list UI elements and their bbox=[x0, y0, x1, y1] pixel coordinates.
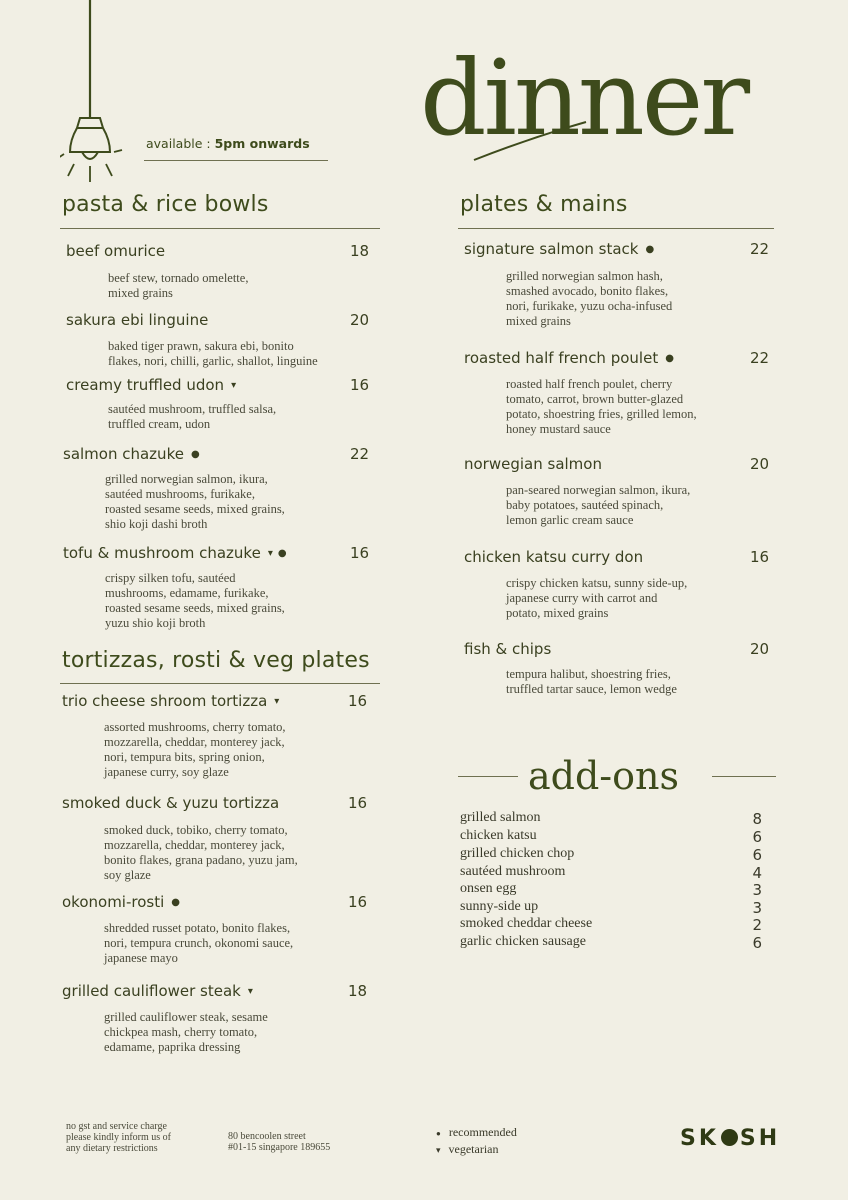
vegetarian-mark-icon: ▾ bbox=[274, 696, 280, 707]
menu-item-name: roasted half french poulet ● bbox=[464, 349, 674, 367]
menu-item-price: 16 bbox=[350, 376, 370, 394]
addon-row: garlic chicken sausage 6 bbox=[460, 934, 762, 952]
menu-item-price: 20 bbox=[350, 311, 370, 329]
section-title-pasta: pasta & rice bowls bbox=[62, 192, 269, 217]
addon-row: sautéed mushroom 4 bbox=[460, 864, 762, 882]
menu-item-name: signature salmon stack ● bbox=[464, 240, 655, 258]
menu-item-desc: crispy chicken katsu, sunny side-up, japanese curry with carrot and potato, mixed grains bbox=[506, 576, 688, 620]
menu-item-price: 22 bbox=[350, 445, 370, 463]
addon-row: smoked cheddar cheese 2 bbox=[460, 916, 762, 934]
section-title-plates: plates & mains bbox=[460, 192, 628, 217]
menu-item-price: 16 bbox=[348, 893, 368, 911]
pendant-lamp-icon bbox=[60, 0, 130, 190]
recommended-mark-icon: ● bbox=[665, 353, 674, 364]
footer-note: no gst and service charge please kindly inform us of any dietary restrictions bbox=[66, 1121, 171, 1154]
menu-item-price: 16 bbox=[348, 692, 368, 710]
addons-rule-right bbox=[712, 776, 776, 777]
footer-address: 80 bencoolen street #01-15 singapore 189655 bbox=[228, 1131, 331, 1153]
page-title: dinner bbox=[420, 37, 748, 159]
menu-item-price: 22 bbox=[750, 240, 770, 258]
recommended-mark-icon: ● bbox=[190, 449, 200, 460]
recommended-mark-icon: ● bbox=[277, 548, 287, 559]
recommended-mark-icon: ● bbox=[171, 897, 180, 908]
menu-item-name: okonomi-rosti ● bbox=[62, 893, 180, 911]
menu-item-name: norwegian salmon bbox=[464, 455, 602, 473]
menu-item-name: sakura ebi linguine bbox=[66, 311, 209, 329]
vegetarian-mark-icon: ▾ bbox=[267, 548, 273, 559]
availability-label: available : bbox=[146, 136, 215, 151]
menu-item-desc: pan-seared norwegian salmon, ikura, baby potatoes, sautéed spinach, lemon garlic cream sauce bbox=[506, 483, 691, 527]
menu-item-price: 18 bbox=[348, 982, 368, 1000]
addon-row: sunny-side up 3 bbox=[460, 899, 762, 917]
menu-item-price: 16 bbox=[750, 548, 770, 566]
section-title-tortizzas: tortizzas, rosti & veg plates bbox=[62, 648, 370, 673]
menu-item-name: salmon chazuke ● bbox=[63, 445, 200, 463]
menu-item-desc: assorted mushrooms, cherry tomato, mozzarella, cheddar, monterey jack, nori, tempura bits, spring onion, japanese curry, soy glaze bbox=[104, 720, 286, 779]
menu-item-name: smoked duck & yuzu tortizza bbox=[62, 794, 280, 812]
menu-item-price: 22 bbox=[750, 349, 770, 367]
menu-item-name: fish & chips bbox=[464, 640, 552, 658]
menu-item-name: trio cheese shroom tortizza ▾ bbox=[62, 692, 280, 710]
brand-logo: SK SH bbox=[680, 1126, 781, 1151]
menu-item-name: beef omurice bbox=[66, 242, 166, 260]
brand-dot-icon bbox=[721, 1129, 738, 1146]
menu-item-name: chicken katsu curry don bbox=[464, 548, 644, 566]
section-rule-pasta bbox=[60, 228, 380, 229]
menu-item-price: 20 bbox=[750, 455, 770, 473]
recommended-mark-icon: ● bbox=[645, 244, 655, 255]
legend-vegetarian: ▾ vegetarian bbox=[436, 1142, 499, 1156]
availability bbox=[146, 136, 310, 151]
menu-item-desc: baked tiger prawn, sakura ebi, bonito flakes, nori, chilli, garlic, shallot, linguine bbox=[108, 339, 318, 368]
menu-item-desc: shredded russet potato, bonito flakes, nori, tempura crunch, okonomi sauce, japanese mayo bbox=[104, 921, 294, 965]
addons-title: add-ons bbox=[528, 754, 679, 798]
legend-recommended: ● recommended bbox=[436, 1125, 517, 1139]
menu-item-price: 16 bbox=[348, 794, 368, 812]
recommended-mark-icon: ● bbox=[436, 1129, 441, 1138]
availability-rule bbox=[144, 160, 328, 161]
menu-item-name: creamy truffled udon ▾ bbox=[66, 376, 237, 394]
menu-item-desc: sautéed mushroom, truffled salsa, truffled cream, udon bbox=[108, 402, 277, 431]
addons-rule-left bbox=[458, 776, 518, 777]
menu-item-desc: roasted half french poulet, cherry tomato, carrot, brown butter-glazed potato, shoestring fries, grilled lemon, honey mustard sauce bbox=[506, 377, 697, 436]
section-rule-tortizzas bbox=[60, 683, 380, 684]
menu-item-desc: grilled cauliflower steak, sesame chickpea mash, cherry tomato, edamame, paprika dressing bbox=[104, 1010, 268, 1054]
addon-row: onsen egg 3 bbox=[460, 881, 762, 899]
menu-item-desc: grilled norwegian salmon, ikura, sautéed mushrooms, furikake, roasted sesame seeds, mixed grains, shio koji dashi broth bbox=[105, 472, 285, 531]
menu-item-desc: tempura halibut, shoestring fries, truffled tartar sauce, lemon wedge bbox=[506, 667, 677, 696]
menu-item-desc: grilled norwegian salmon hash, smashed avocado, bonito flakes, nori, furikake, yuzu ocha-infused mixed grains bbox=[506, 269, 673, 328]
menu-item-name: grilled cauliflower steak ▾ bbox=[62, 982, 253, 1000]
menu-item-desc: beef stew, tornado omelette, mixed grains bbox=[108, 271, 249, 300]
menu-item-desc: smoked duck, tobiko, cherry tomato, mozzarella, cheddar, monterey jack, bonito flakes, grana padano, yuzu jam, soy glaze bbox=[104, 823, 298, 882]
vegetarian-mark-icon: ▾ bbox=[436, 1145, 441, 1155]
vegetarian-mark-icon: ▾ bbox=[247, 986, 253, 997]
section-rule-plates bbox=[458, 228, 774, 229]
availability-time: 5pm onwards bbox=[214, 136, 310, 151]
addon-row: grilled salmon 8 bbox=[460, 810, 762, 828]
addon-row: grilled chicken chop 6 bbox=[460, 846, 762, 864]
title-swash bbox=[470, 118, 590, 164]
addon-row: chicken katsu 6 bbox=[460, 828, 762, 846]
menu-item-price: 16 bbox=[350, 544, 370, 562]
vegetarian-mark-icon: ▾ bbox=[231, 380, 237, 391]
menu-item-price: 20 bbox=[750, 640, 770, 658]
menu-item-name: tofu & mushroom chazuke ▾ ● bbox=[63, 544, 287, 562]
menu-item-desc: crispy silken tofu, sautéed mushrooms, edamame, furikake, roasted sesame seeds, mixed grains, yuzu shio koji broth bbox=[105, 571, 285, 630]
menu-item-price: 18 bbox=[350, 242, 370, 260]
